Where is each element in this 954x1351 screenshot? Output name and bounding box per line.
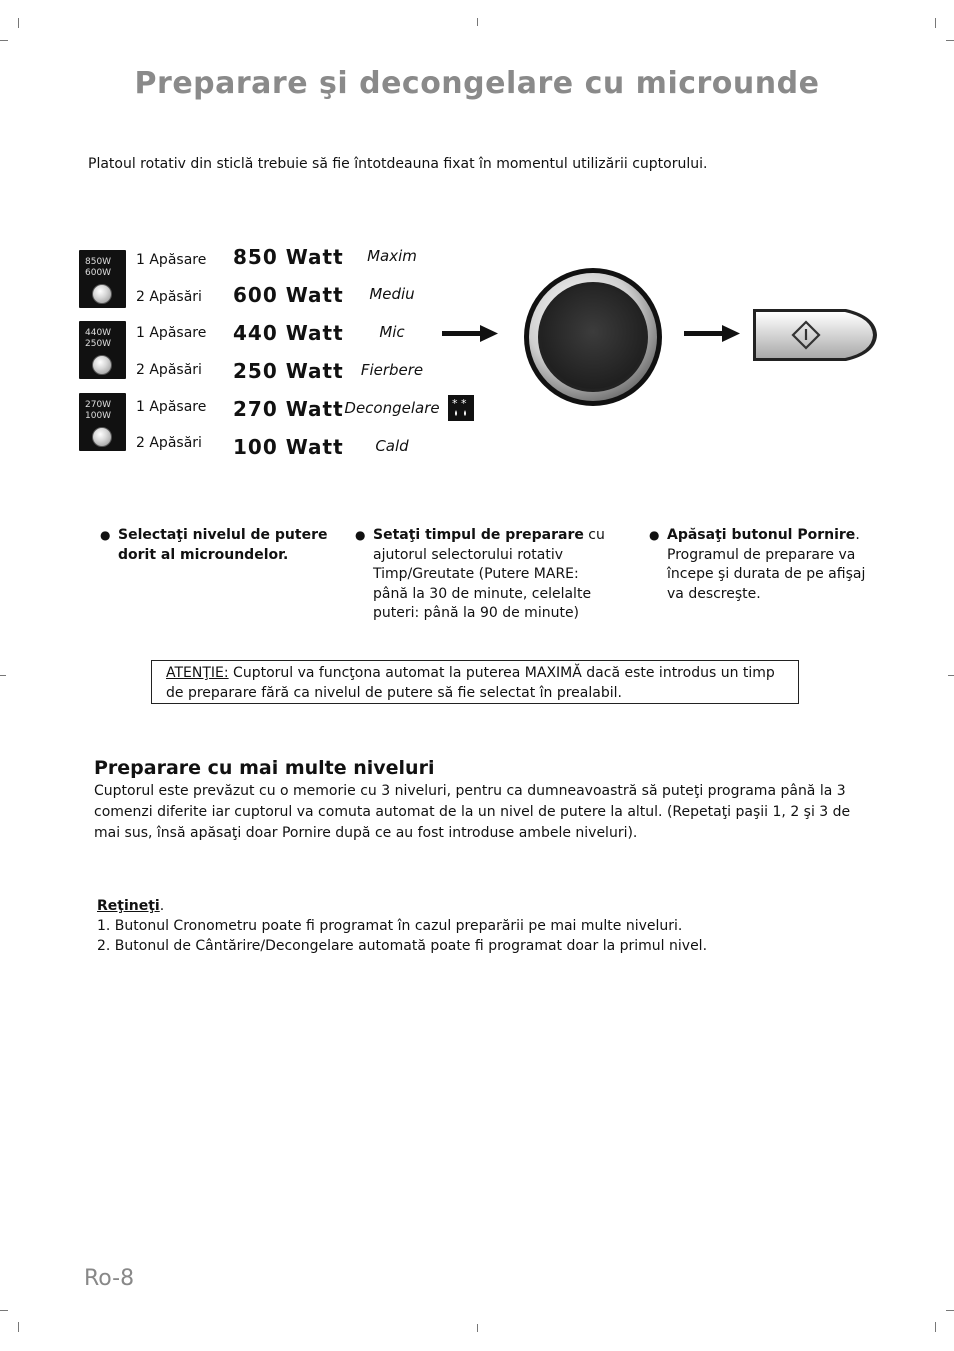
press-count: 1 Apăsare [136,399,207,415]
bullet-icon: ● [100,528,111,542]
power-level-name: Maxim [367,247,417,265]
crop-mark [946,40,954,41]
press-count: 2 Apăsări [136,289,202,305]
page-number: Ro-8 [84,1266,135,1291]
note-title [97,898,164,914]
intro-text: Platoul rotativ din sticlă trebuie să fie întotdeauna fixat în momentul utilizării cuptorului. [88,156,708,172]
crop-mark [935,18,936,28]
crop-mark [18,1322,19,1332]
press-count: 1 Apăsare [136,325,207,341]
watt-value: 250 Watt [233,359,344,383]
watt-value: 270 Watt [233,397,344,421]
instruction-bold: Setaţi timpul de preparare [373,527,584,543]
note-title-suffix: . [159,898,165,914]
notice-label: ATENŢIE: [166,665,229,681]
start-button-icon[interactable] [750,306,880,364]
note-list [97,916,707,956]
section-body: Cuptorul este prevăzut cu o memorie cu 3 niveluri, pentru ca dumneavoastră să puteţi programa până la 3 comenzi diferite iar cuptorul va comuta automat de la un nivel de putere la altul. (Repetaţi paşii 1, 2 şi 3 de mai sus, însă apăsaţi doar Pornire după ce au fost introduse ambele niveluri). [94,783,851,841]
button-knob-icon [92,284,112,304]
power-level-name: Decongelare [344,399,440,417]
crop-mark [18,18,19,28]
crop-mark [946,1310,954,1311]
page-title: Preparare şi decongelare cu microunde [134,66,820,101]
button-knob-icon [92,427,112,447]
crop-mark [0,40,8,41]
notice-box [151,660,799,704]
press-count: 1 Apăsare [136,252,207,268]
crop-mark [935,1322,936,1332]
arrow-right-icon [440,324,500,344]
power-level-name: Cald [375,437,409,455]
watt-value: 440 Watt [233,321,344,345]
crop-mark [477,1324,478,1332]
svg-text:*: * [452,397,458,410]
power-button-low[interactable] [79,393,126,451]
bullet-icon: ● [355,528,366,542]
power-label-1: 850W [85,257,112,267]
power-level-name: Mic [379,323,405,341]
instruction-step-1 [100,526,343,565]
power-label-1: 270W [85,400,112,410]
instruction-text: . Programul de preparare va începe şi durata de pe afişaj va descreşte. [667,527,866,602]
watt-value: 600 Watt [233,283,344,307]
power-label-1: 440W [85,328,112,338]
instruction-step-2 [355,526,613,624]
power-button-high[interactable] [79,250,126,308]
power-level-name: Fierbere [360,361,424,379]
note-title-text: Reţineţi [97,898,160,914]
instruction-text: cu ajutorul selectorului rotativ Timp/Greutate (Putere MARE: până la 30 de minute, celelalte puteri: până la 90 de minute) [373,527,605,621]
time-weight-dial[interactable] [522,266,664,408]
notice-text: Cuptorul va funcţona automat la puterea MAXIMĂ dacă este introdus un timp de preparare fără ca nivelul de putere să fie selectat în prealabil. [166,665,775,701]
defrost-icon [448,395,474,421]
press-count: 2 Apăsări [136,362,202,378]
crop-mark [948,675,954,676]
svg-text:*: * [461,397,467,410]
watt-value: 100 Watt [233,435,344,459]
button-knob-icon [92,355,112,375]
power-label-2: 250W [85,339,112,349]
note-item: 2. Butonul de Cântărire/Decongelare automată poate fi programat doar la primul nivel. [97,938,708,954]
arrow-right-icon [682,324,742,344]
instruction-bold: Selectaţi nivelul de putere dorit al microundelor. [118,527,328,563]
crop-mark [0,1310,8,1311]
instruction-bold: Apăsaţi butonul Pornire [667,527,856,543]
section-heading: Preparare cu mai multe niveluri [94,757,435,779]
bullet-icon: ● [649,528,660,542]
press-count: 2 Apăsări [136,435,202,451]
power-button-medium[interactable] [79,321,126,379]
crop-mark [477,18,478,26]
power-label-2: 600W [85,268,112,278]
note-item: 1. Butonul Cronometru poate fi programat în cazul preparării pe mai multe niveluri. [97,918,683,934]
power-label-2: 100W [85,411,112,421]
crop-mark [0,675,6,676]
instruction-step-3 [649,526,872,604]
watt-value: 850 Watt [233,245,344,269]
power-level-name: Mediu [369,285,415,303]
